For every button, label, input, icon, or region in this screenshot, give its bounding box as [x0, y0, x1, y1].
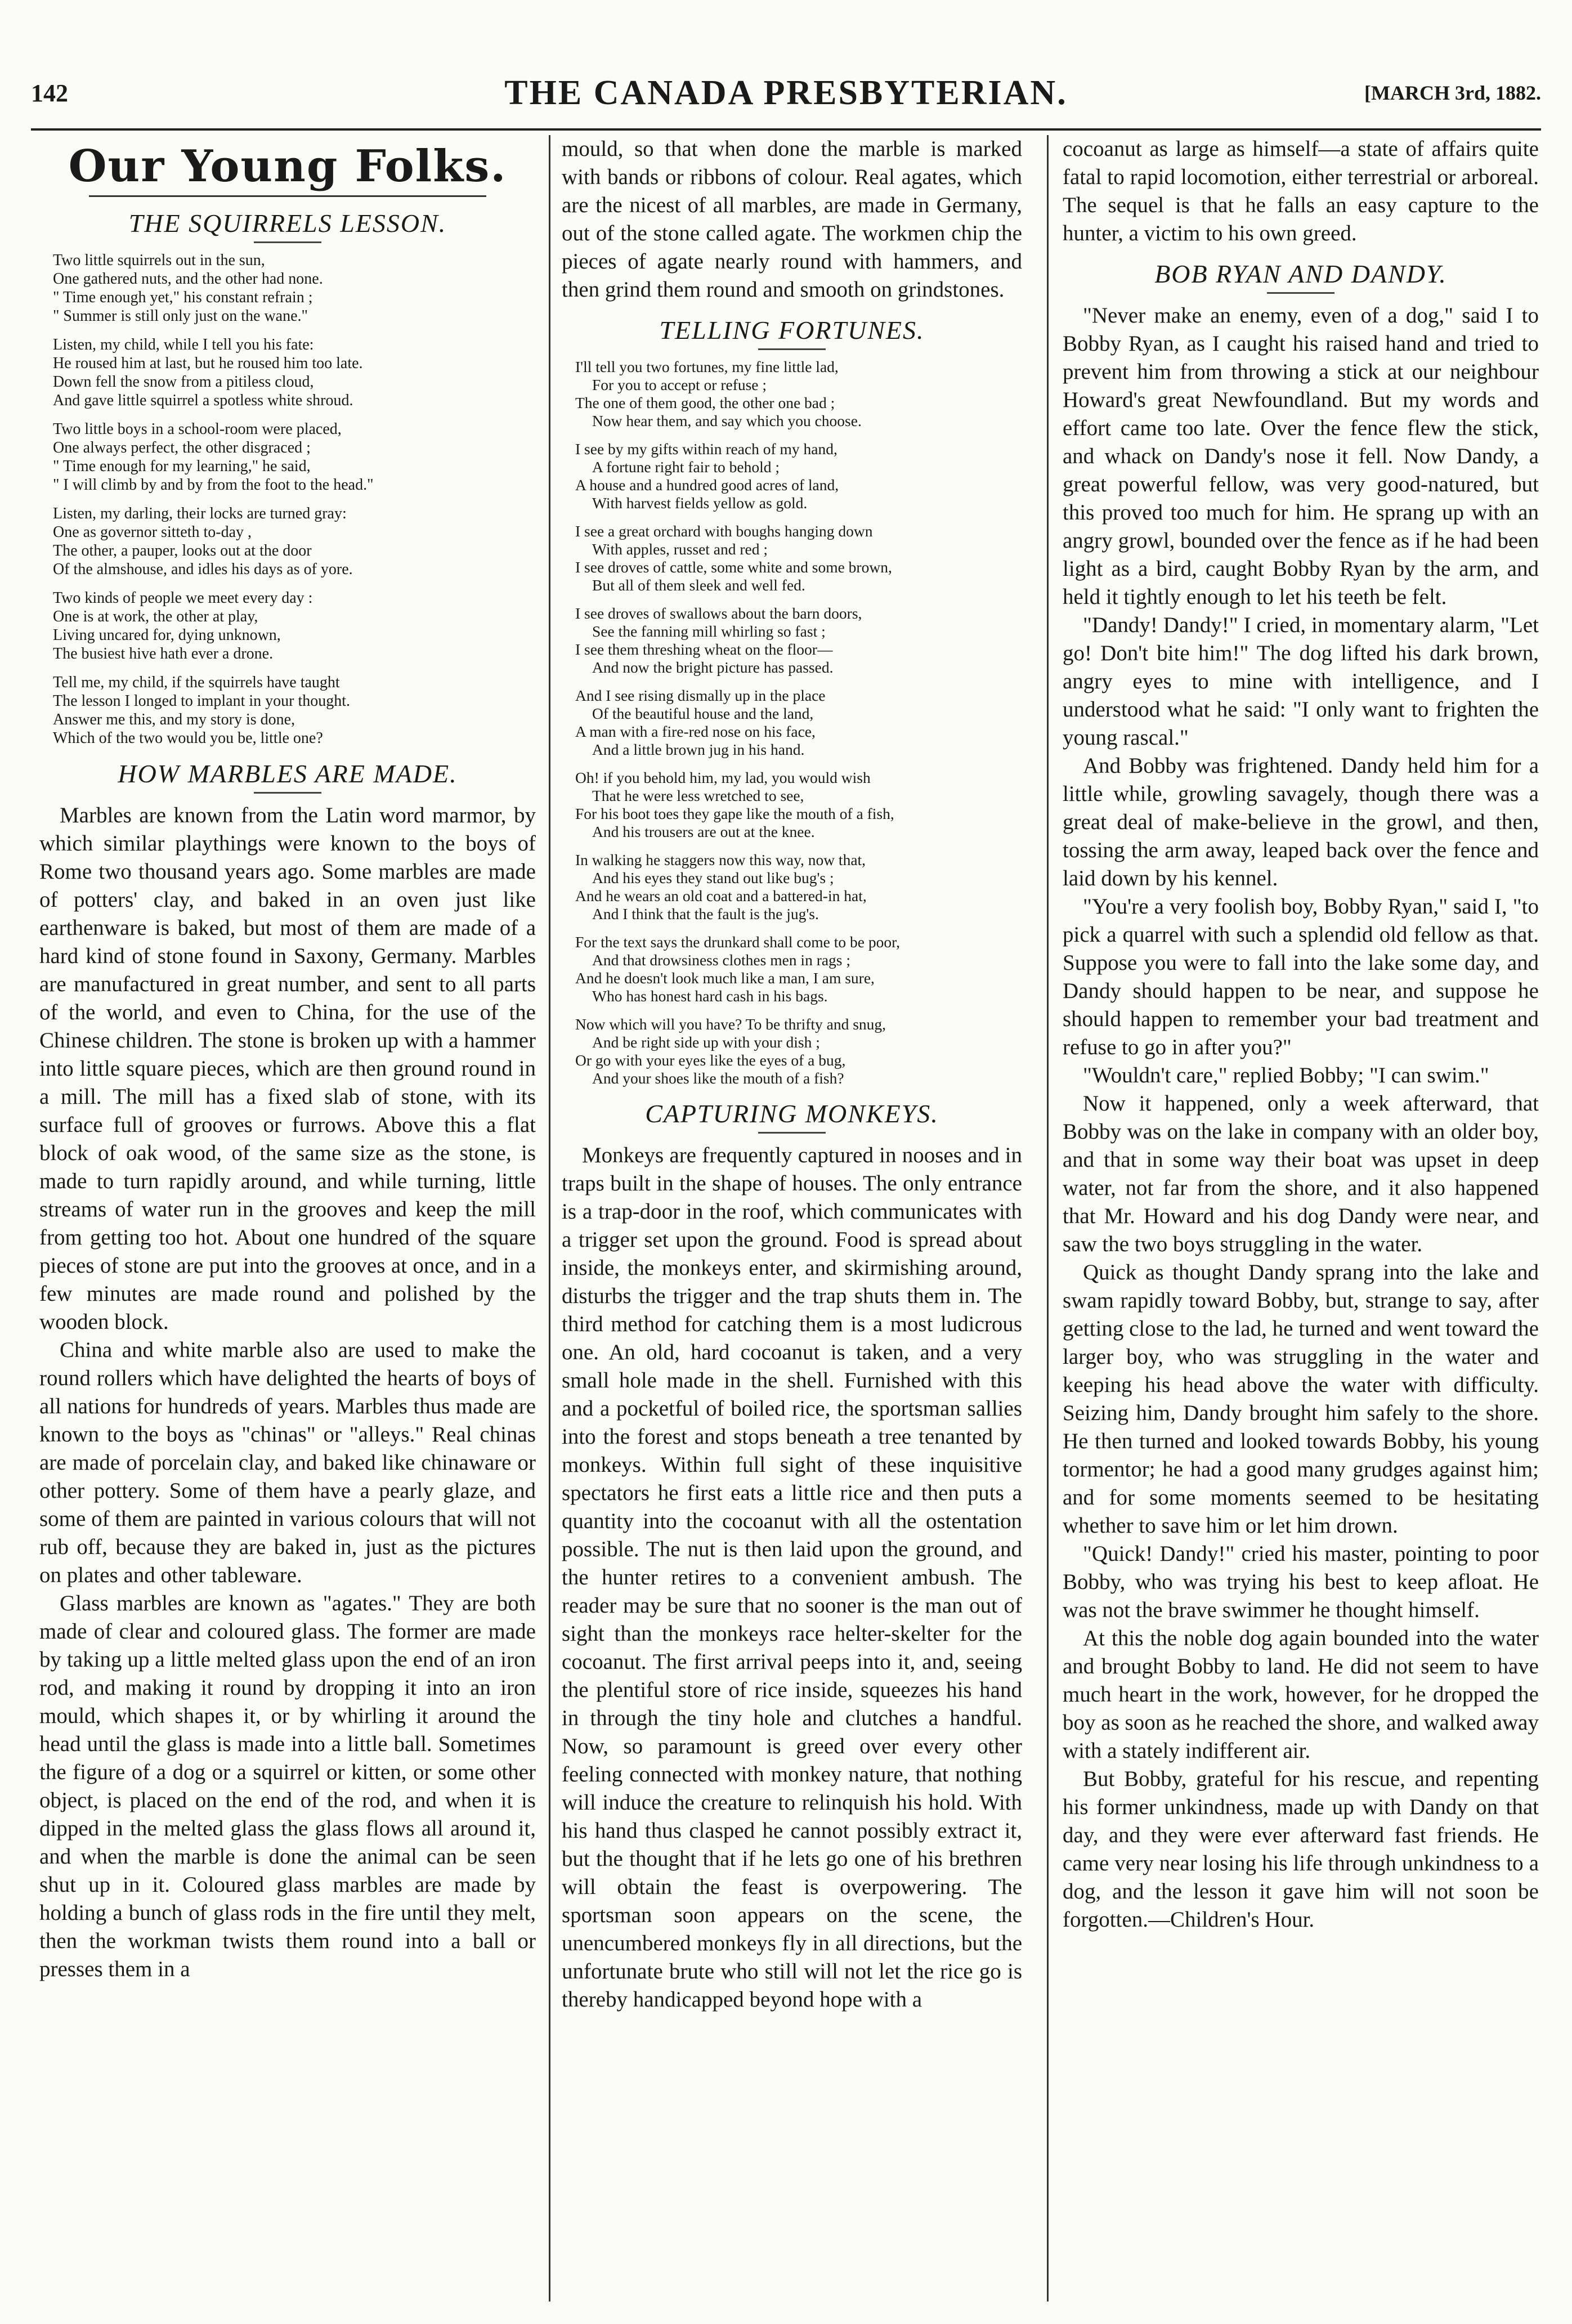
article-marbles-text — [39, 801, 536, 1983]
poem-line: Listen, my darling, their locks are turned gray: — [53, 505, 347, 522]
title-rule — [254, 792, 321, 794]
poem-line: One always perfect, the other disgraced ; — [53, 439, 311, 456]
poem-squirrels-lesson — [53, 251, 536, 747]
poem-line: In walking he staggers now this way, now that, — [575, 851, 866, 868]
poem-line: The one of them good, the other one bad ; — [575, 394, 835, 411]
poem2-title: TELLING FORTUNES. — [659, 316, 925, 344]
poem1-title: THE SQUIRRELS LESSON. — [128, 209, 447, 238]
stanza — [575, 933, 1022, 1005]
poem-line: The other, a pauper, looks out at the door — [53, 542, 312, 559]
poem-line: And I see rising dismally up in the place — [575, 687, 826, 704]
article3-title: BOB RYAN AND DANDY. — [1154, 259, 1447, 288]
stanza — [53, 589, 536, 663]
title-rule — [758, 1132, 826, 1134]
column-divider — [1047, 135, 1049, 2301]
poem-line: And now the bright picture has passed. — [592, 659, 834, 676]
article-marbles-continued — [562, 135, 1022, 304]
paragraph: "You're a very foolish boy, Bobby Ryan," said I, "to pick a quarrel with such a splendid old fellow as that. Suppose you were to fall into the lake some day, and Dandy should happen to be near, and suppose he should happen to remember your bad treatment and refuse to go in after you?" — [1063, 894, 1539, 1059]
poem-line: One gathered nuts, and the other had none. — [53, 270, 323, 288]
stanza — [575, 687, 1022, 759]
poem-line: Tell me, my child, if the squirrels have taught — [53, 674, 340, 691]
paragraph: But Bobby, grateful for his rescue, and repenting his former unkindness, made up with Dandy on that day, and they were ever afterward fast friends. He came very near losing his life through unkindness to a dog, and the lesson it gave him will not soon be forgotten.—Children's Hour. — [1063, 1767, 1539, 1932]
poem-line: " Time enough for my learning," he said, — [53, 458, 311, 475]
department-rule — [89, 195, 486, 197]
poem-line: Living uncared for, dying unknown, — [53, 626, 281, 644]
stanza — [53, 251, 536, 325]
stanza — [575, 604, 1022, 677]
masthead — [31, 73, 1541, 124]
poem-line: For his boot toes they gape like the mouth of a fish, — [575, 805, 894, 822]
stanza — [575, 769, 1022, 841]
poem-line: Which of the two would you be, little one? — [53, 729, 323, 747]
issue-date: [MARCH 3rd, 1882. — [1364, 82, 1541, 104]
poem-line: And your shoes like the mouth of a fish? — [592, 1069, 844, 1087]
paragraph: China and white marble also are used to make the round rollers which have delighted the hearts of boys of all nations for hundreds of years. Marbles thus made are known to the boys as "chinas" or "alleys." Real chinas are made of porcelain clay, and baked like chinaware or other pottery. Some of them have a pearly glaze, and some of them are painted in various colours that will not rub off, because they are baked in, just as the pictures on plates and other tableware. — [39, 1338, 536, 1587]
poem-line: Or go with your eyes like the eyes of a bug, — [575, 1051, 846, 1069]
poem-line: " I will climb by and by from the foot to the head." — [53, 476, 374, 494]
paragraph: "Wouldn't care," replied Bobby; "I can swim." — [1083, 1063, 1489, 1087]
paragraph: And Bobby was frightened. Dandy held him for a little while, growling savagely, though there was a great deal of make-believe in the growl, and then, tossing the arm away, leaped back over the fence and laid down by his kennel. — [1063, 754, 1539, 890]
article-monkeys-text — [562, 1141, 1022, 2014]
poem-line: And that drowsiness clothes men in rags ; — [592, 951, 851, 969]
poem-line: Down fell the snow from a pitiless cloud, — [53, 373, 314, 391]
stanza — [53, 504, 536, 579]
title-rule — [758, 348, 826, 350]
poem-line: Of the almshouse, and idles his days as of yore. — [53, 561, 353, 578]
poem-line: See the fanning mill whirling so fast ; — [592, 623, 826, 640]
column-2 — [562, 135, 1022, 2301]
poem-line: " Summer is still only just on the wane." — [53, 307, 308, 325]
article-monkeys-continued — [1063, 135, 1539, 248]
paragraph: "Dandy! Dandy!" I cried, in momentary alarm, "Let go! Don't bite him!" The dog lifted his dark brown, angry eyes to mine with intelligence, and I understood what he said: "I only want to frighten the young rascal." — [1063, 613, 1539, 750]
poem-line: I'll tell you two fortunes, my fine little lad, — [575, 358, 839, 375]
article1-title: HOW MARBLES ARE MADE. — [118, 759, 458, 788]
poem-line: And gave little squirrel a spotless white shroud. — [53, 392, 353, 409]
poem-line: That he were less wretched to see, — [592, 787, 804, 804]
paragraph: Marbles are known from the Latin word marmor, by which similar playthings were known to the boys of Rome two thousand years ago. Some marbles are made of potters' clay, and baked in an oven just like earthenware is baked, but most of them are made of a hard kind of stone found in Saxony, Germany. Marbles are manufactured in great number, and sent to all parts of the world, and even to China, for the use of the Chinese children. The stone is broken up with a hammer into little square pieces, which are then ground round in a mill. The mill has a fixed slab of stone, with its surface full of grooves or furrows. Above this a flat block of oak wood, of the same size as the stone, is made to turn rapidly around, and while turning, little streams of water run in the grooves and keep the mill from getting too hot. About one hundred of the square pieces of stone are put into the grooves at once, and in a few minutes are made round and polished by the wooden block. — [39, 803, 536, 1334]
poem-line: A fortune right fair to behold ; — [592, 458, 780, 476]
paragraph: mould, so that when done the marble is marked with bands or ribbons of colour. Real agates, which are the nicest of all marbles, are made in Germany, out of the stone called agate. The workmen chip the pieces of agate nearly round with hammers, and then grind them round and smooth on grindstones. — [562, 137, 1022, 302]
publication-title: THE CANADA PRESBYTERIAN. — [504, 74, 1068, 112]
poem-telling-fortunes — [575, 358, 1022, 1087]
poem-line: Now which will you have? To be thrifty and snug, — [575, 1015, 886, 1033]
poem-line: For you to accept or refuse ; — [592, 376, 767, 393]
page-number: 142 — [31, 79, 68, 107]
poem-line: I see by my gifts within reach of my hand, — [575, 440, 837, 458]
column-1 — [39, 135, 536, 2301]
paragraph: Now it happened, only a week afterward, that Bobby was on the lake in company with an older boy, and that in some way their boat was upset in deep water, not far from the shore, and it also happened that Mr. Howard and his dog Dandy were near, and saw the two boys struggling in the water. — [1063, 1091, 1539, 1256]
title-rule — [254, 241, 321, 243]
paragraph: Monkeys are frequently captured in nooses and in traps built in the shape of houses. The only entrance is a trap-door in the roof, which communicates with a trigger set upon the ground. Food is spread about inside, the monkeys enter, and skirmishing around, disturbs the trigger and the trap shuts them in. The third method for catching them is a most ludicrous one. An old, hard cocoanut is taken, and a very small hole made in the shell. Furnished with this and a pocketful of boiled rice, the sportsman sallies into the forest and stops beneath a tree tenanted by monkeys. Within full sight of these inquisitive spectators he first eats a little rice and then puts a quantity into the cocoanut with all the ostentation possible. The nut is then laid upon the ground, and the hunter retires to a convenient ambush. The reader may be sure that no sooner is the man out of sight than the monkeys race helter-skelter for the cocoanut. The first arrival peeps into it, and, seeing the plentiful store of rice inside, squeezes his hand in through the tiny hole and clutches a handful. Now, so paramount is greed over every other feeling connected with monkey nature, that nothing will induce the creature to relinquish his hold. With his hand thus clasped he cannot possibly extract it, but the thought that if he lets go one of his brethren will obtain the feast is overpowering. The sportsman soon appears on the scene, the unencumbered monkeys fly in all directions, but the unfortunate brute who still will not let the rice go is thereby handicapped beyond hope with a — [562, 1143, 1022, 2012]
department-heading: Our Young Folks. — [68, 141, 507, 192]
paragraph: At this the noble dog again bounded into the water and brought Bobby to land. He did not seem to have much heart in the work, however, for he dropped the boy as soon as he reached the shore, and walked away with a stately indifferent air. — [1063, 1626, 1539, 1763]
poem-line: Two little boys in a school-room were placed, — [53, 420, 342, 438]
poem-line: I see them threshing wheat on the floor— — [575, 641, 833, 658]
poem-line: Listen, my child, while I tell you his fate: — [53, 336, 314, 353]
paragraph: cocoanut as large as himself—a state of affairs quite fatal to rapid locomotion, either terrestrial or arboreal. The sequel is that he falls an easy capture to the hunter, a victim to his own greed. — [1063, 137, 1539, 245]
poem-line: With harvest fields yellow as gold. — [592, 494, 808, 512]
stanza — [575, 851, 1022, 923]
stanza — [575, 522, 1022, 594]
paragraph: Glass marbles are known as "agates." They are both made of clear and coloured glass. The former are made by taking up a little melted glass upon the end of an iron rod, and making it round by dropping it into an iron mould, which shapes it, or by whirling it around the head until the glass is made into a little ball. Sometimes the figure of a dog or a squirrel or kitten, or some other object, is placed on the end of the rod, and when it is dipped in the melted glass the glass flows all around it, and when the marble is done the animal can be seen shut up in it. Coloured glass marbles are made by holding a bunch of glass rods in the fire until they melt, then the workman twists them round into a ball or presses them in a — [39, 1591, 536, 1981]
poem-line: Two kinds of people we meet every day : — [53, 589, 313, 607]
poem-line: And be right side up with your dish ; — [592, 1033, 820, 1051]
poem-line: Two little squirrels out in the sun, — [53, 252, 265, 269]
poem-line: He roused him at last, but he roused him too late. — [53, 355, 363, 372]
stanza — [53, 335, 536, 410]
column-3 — [1063, 135, 1539, 2301]
poem-line: And he wears an old coat and a battered-in hat, — [575, 887, 867, 904]
poem-line: Who has honest hard cash in his bags. — [592, 987, 828, 1005]
stanza — [53, 673, 536, 747]
column-divider — [549, 135, 550, 2301]
poem-line: One as governor sitteth to-day , — [53, 523, 252, 541]
poem-line: And his eyes they stand out like bug's ; — [592, 869, 834, 886]
poem-line: And I think that the fault is the jug's. — [592, 905, 819, 923]
paragraph: Quick as thought Dandy sprang into the lake and swam rapidly toward Bobby, but, strange to say, after getting close to the lad, he turned and went toward the larger boy, who was struggling in the water and keeping his head above the water with difficulty. Seizing him, Dandy brought him safely to the shore. He then turned and looked towards Bobby, his young tormentor; he had a good many grudges against him; and for some moments seemed to be hesitating whether to save him or let him drown. — [1063, 1260, 1539, 1538]
poem-line: With apples, russet and red ; — [592, 540, 768, 558]
stanza — [53, 420, 536, 494]
poem-line: And he doesn't look much like a man, I am sure, — [575, 969, 875, 987]
title-rule — [1267, 292, 1334, 294]
poem-line: The lesson I longed to implant in your thought. — [53, 692, 351, 710]
article-bob-ryan-text — [1063, 302, 1539, 1934]
poem-line: Of the beautiful house and the land, — [592, 705, 814, 722]
poem-line: Answer me this, and my story is done, — [53, 711, 295, 728]
stanza — [575, 1015, 1022, 1087]
stanza — [575, 440, 1022, 512]
poem-line: Now hear them, and say which you choose. — [592, 412, 862, 429]
paragraph: "Quick! Dandy!" cried his master, pointing to poor Bobby, who was trying his best to keep afloat. He was not the brave swimmer he thought himself. — [1063, 1542, 1539, 1622]
stanza — [575, 358, 1022, 430]
poem-line: And his trousers are out at the knee. — [592, 823, 815, 840]
poem-line: One is at work, the other at play, — [53, 608, 258, 625]
poem-line: A man with a fire-red nose on his face, — [575, 723, 816, 740]
poem-line: " Time enough yet," his constant refrain ; — [53, 289, 313, 306]
masthead-rule — [31, 128, 1541, 131]
poem-line: But all of them sleek and well fed. — [592, 576, 805, 594]
poem-line: I see droves of cattle, some white and some brown, — [575, 558, 892, 576]
poem-line: And a little brown jug in his hand. — [592, 741, 805, 758]
poem-line: I see droves of swallows about the barn doors, — [575, 604, 862, 622]
poem-line: I see a great orchard with boughs hanging down — [575, 522, 873, 540]
poem-line: For the text says the drunkard shall come to be poor, — [575, 933, 901, 951]
paragraph: "Never make an enemy, even of a dog," said I to Bobby Ryan, as I caught his raised hand and tried to prevent him from throwing a stick at our neighbour Howard's great Newfoundland. But my words and effort came too late. Over the fence flew the stick, and whack on Dandy's nose it fell. Now Dandy, a great powerful fellow, was very good-natured, but this proved too much for him. He sprang up with an angry growl, bounded over the fence as if he had been light as a bird, caught Bobby Ryan by the arm, and held it tightly enough to let his teeth be felt. — [1063, 303, 1539, 609]
poem-line: Oh! if you behold him, my lad, you would wish — [575, 769, 871, 786]
poem-line: The busiest hive hath ever a drone. — [53, 645, 274, 662]
poem-line: A house and a hundred good acres of land, — [575, 476, 839, 494]
article2-title: CAPTURING MONKEYS. — [645, 1099, 939, 1128]
